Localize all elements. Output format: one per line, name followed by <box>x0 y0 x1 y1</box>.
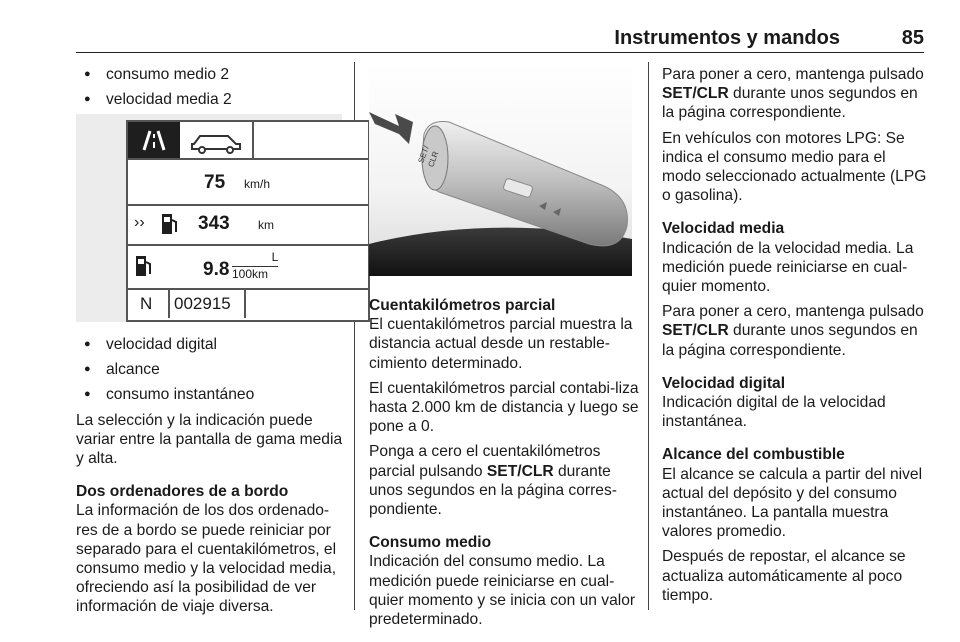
list-item: ● consumo instantáneo <box>76 385 344 404</box>
car-icon <box>182 122 254 158</box>
key-set-clr: SET/CLR <box>662 85 729 103</box>
list-item: ● alcance <box>76 360 344 379</box>
section-heading: Velocidad digital <box>662 374 786 392</box>
section-heading: Dos ordenadores de a bordo <box>76 483 289 501</box>
speed-unit: km/h <box>244 177 271 191</box>
column-1 <box>76 65 344 115</box>
cruise-stalk-photo <box>369 64 632 276</box>
paragraph: Indicación de la velocidad media. La medición puede reiniciarse en cual-quier momento. <box>662 239 914 296</box>
paragraph: El alcance se calcula a partir del nivel actual del depósito y del consumo instantáneo. La pantalla muestra valores promedio. <box>662 465 923 541</box>
paragraph: Indicación del consumo medio. La medición puede reiniciarse en cual-quier momento y se inicia con un valor predeterminado. <box>369 553 636 629</box>
paragraph: La información de los dos ordenado-res de a bordo se puede reiniciar por separado para el cuentakilómetros, el consumo medio y la velocidad media, ofreciendo así la posibilidad de ver información de viaje diversa. <box>76 502 337 616</box>
arrow-icon <box>369 112 413 144</box>
odometer-value: 002915 <box>174 294 231 313</box>
column-3 <box>662 65 928 611</box>
key-set-clr: SET/CLR <box>486 462 554 480</box>
list-item: ● velocidad media 2 <box>76 90 344 109</box>
column-divider-2 <box>648 62 649 610</box>
column-2 <box>369 296 641 635</box>
range-value: 343 <box>198 213 230 234</box>
paragraph: En vehículos con motores LPG: Se indica el consumo medio para el modo seleccionado actualmente (LPG o gasolina). <box>662 129 927 205</box>
paragraph: Para poner a cero, mantenga pulsado SET/CLR durante unos segundos en la página correspondiente. <box>662 66 924 122</box>
paragraph: El cuentakilómetros parcial muestra la distancia actual desde un restable-cimiento determinado. <box>369 316 633 372</box>
instrument-display-illustration <box>76 114 342 322</box>
column-1-lower <box>76 335 344 623</box>
consumption-unit-top: L <box>271 250 279 264</box>
fuel-pump-icon <box>160 210 180 241</box>
consumption-value: 9.8 <box>203 259 230 280</box>
paragraph: El cuentakilómetros parcial contabi-liza hasta 2.000 km de distancia y luego se pone a 0. <box>369 379 639 436</box>
section-heading: Cuentakilómetros parcial <box>369 297 556 314</box>
speed-value: 75 <box>204 172 226 193</box>
list-item: ● velocidad digital <box>76 335 344 354</box>
lane-icon <box>128 122 180 158</box>
section-heading: Consumo medio <box>369 534 492 552</box>
consumption-unit-bottom: 100km <box>232 267 269 281</box>
section-title: Instrumentos y mandos <box>614 27 840 49</box>
driver-info-display <box>126 120 370 322</box>
stalk-label-clr: CLR <box>426 150 441 169</box>
fuel-pump-icon <box>134 252 154 283</box>
list-item: ● consumo medio 2 <box>76 65 344 84</box>
section-heading: Velocidad media <box>662 220 785 238</box>
gear-indicator: N <box>140 294 153 313</box>
stalk-label-set: SET/ <box>416 144 431 165</box>
paragraph: La selección y la indicación puede variar entre la pantalla de gama media y alta. <box>76 411 343 468</box>
chevrons-icon: ›› <box>134 214 145 231</box>
paragraph: Ponga a cero el cuentakilómetros parcial pulsando SET/CLR durante unos segundos en la página corres-pondiente. <box>369 443 617 519</box>
header-divider <box>76 52 924 53</box>
range-unit: km <box>258 218 274 232</box>
paragraph: Después de repostar, el alcance se actualiza automáticamente al poco tiempo. <box>662 548 906 604</box>
paragraph: Para poner a cero, mantenga pulsado SET/CLR durante unos segundos en la página correspondiente. <box>662 303 924 359</box>
key-set-clr: SET/CLR <box>662 322 729 340</box>
page-number: 85 <box>901 27 924 49</box>
paragraph: Indicación digital de la velocidad instantánea. <box>662 394 886 431</box>
section-heading: Alcance del combustible <box>662 446 845 464</box>
